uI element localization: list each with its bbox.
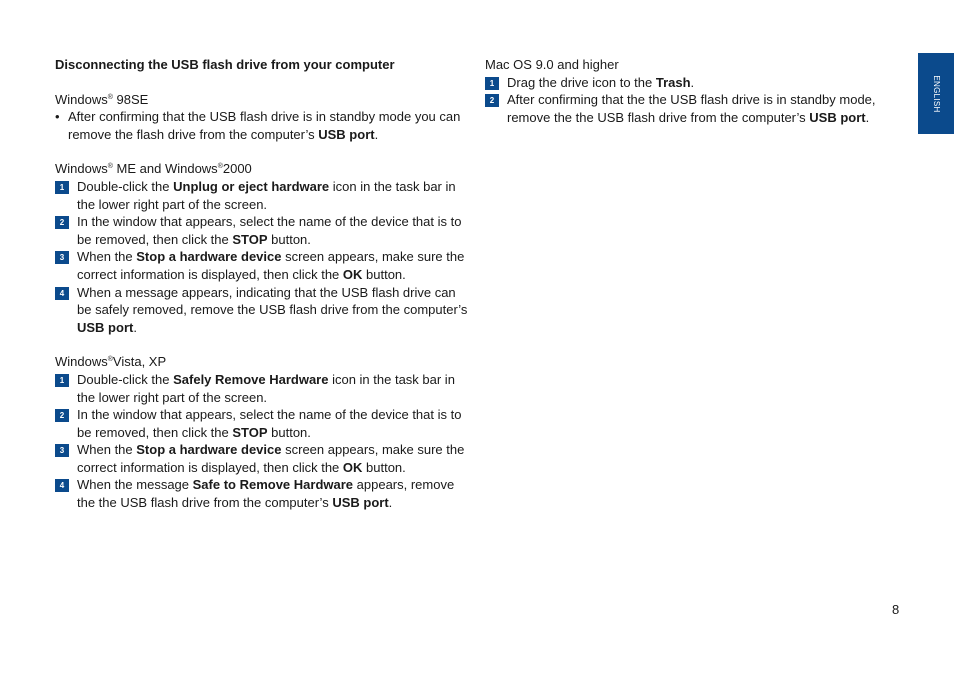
step-number-badge: 3 — [55, 444, 69, 457]
step-number-badge: 4 — [55, 287, 69, 300]
step-text: . — [690, 74, 695, 90]
step-text: appears, remove the the USB flash drive from the computer’s — [77, 477, 455, 511]
registered-mark: ® — [217, 163, 223, 171]
title-text: Windows — [55, 91, 108, 107]
step-text: After confirming that the the USB flash drive is in standby mode, remove the the USB flash drive from the computer’s — [507, 92, 876, 125]
registered-mark: ® — [107, 163, 113, 171]
step-text: When a message appears, indicating that the USB flash drive can be safely removed, remove the USB flash drive from the computer’s — [77, 284, 468, 318]
step-bold: USB port — [77, 319, 134, 335]
step-text: When the message — [77, 477, 193, 493]
step-text: button. — [362, 266, 406, 282]
step-item — [485, 91, 890, 126]
page-heading: Disconnecting the USB flash drive from your computer — [55, 57, 395, 72]
step-number-badge: 1 — [55, 374, 69, 387]
title-text: Windows — [55, 354, 108, 370]
left-column — [55, 56, 473, 529]
step-text: When the — [77, 249, 137, 265]
step-text: button. — [267, 424, 311, 440]
step-item — [55, 441, 473, 476]
step-bold: OK — [342, 266, 363, 282]
step-text: screen appears, make sure the correct information is displayed, then click the — [77, 249, 465, 282]
bullet-item — [55, 108, 473, 143]
step-text: button. — [267, 231, 311, 247]
language-tab — [918, 53, 954, 134]
step-item — [55, 406, 473, 441]
item-bold: USB port — [318, 126, 375, 142]
right-column — [485, 56, 890, 143]
section-mac-os — [485, 56, 890, 126]
step-bold: STOP — [232, 231, 268, 247]
section-windows-98se — [55, 91, 473, 144]
title-text: Vista, XP — [112, 354, 167, 370]
step-text: In the window that appears, select the name of the device that is to be removed, then click the — [77, 407, 462, 440]
bullet-icon: • — [55, 109, 60, 125]
step-text: icon in the task bar in the lower right part of the screen. — [77, 371, 455, 405]
step-number-badge: 2 — [55, 409, 69, 422]
section-title — [55, 160, 473, 178]
step-bold: Safe to Remove Hardware — [192, 477, 354, 493]
step-text: Double-click the — [77, 178, 174, 194]
registered-mark: ® — [107, 93, 113, 101]
section-windows-me-2000 — [55, 160, 473, 336]
step-number-badge: 3 — [55, 251, 69, 264]
section-windows-vista-xp — [55, 353, 473, 511]
step-bold: Stop a hardware device — [136, 249, 282, 265]
registered-mark: ® — [107, 356, 113, 364]
title-text: Windows — [55, 161, 108, 177]
step-number-badge: 1 — [485, 77, 499, 90]
step-text: button. — [362, 459, 406, 475]
step-bold: Trash — [655, 74, 691, 90]
step-bold: OK — [342, 459, 363, 475]
step-bold: Stop a hardware device — [136, 442, 282, 458]
step-item — [485, 74, 890, 92]
step-bold: USB port — [809, 109, 866, 125]
title-text: ME and Windows — [112, 161, 218, 177]
step-number-badge: 1 — [55, 181, 69, 194]
step-item — [55, 248, 473, 283]
step-number-badge: 2 — [55, 216, 69, 229]
page-number: 8 — [892, 602, 900, 617]
item-text: . — [374, 126, 379, 142]
step-text: Drag the drive icon to the — [507, 74, 656, 90]
step-bold: Unplug or eject hardware — [173, 178, 330, 194]
section-title — [55, 353, 473, 371]
title-text: 2000 — [222, 161, 252, 177]
step-item — [55, 476, 473, 511]
section-title: Mac OS 9.0 and higher — [485, 57, 619, 72]
step-bold: USB port — [332, 495, 389, 511]
item-text: After confirming that the USB flash drive is in standby mode you can remove the flash drive from the computer’s — [68, 109, 461, 142]
step-item — [55, 284, 473, 337]
step-text: icon in the task bar in the lower right part of the screen. — [77, 178, 456, 212]
step-text: screen appears, make sure the correct information is displayed, then click the — [77, 442, 465, 475]
step-bold: Safely Remove Hardware — [173, 371, 329, 387]
step-item — [55, 178, 473, 213]
step-bold: STOP — [232, 424, 268, 440]
step-text: In the window that appears, select the name of the device that is to be removed, then click the — [77, 214, 462, 247]
language-label: ENGLISH — [931, 74, 941, 113]
step-text: Double-click the — [77, 371, 174, 387]
step-text: . — [865, 109, 870, 125]
section-title — [55, 91, 473, 109]
title-text: 98SE — [112, 91, 149, 107]
step-item — [55, 213, 473, 248]
step-number-badge: 4 — [55, 479, 69, 492]
step-text: When the — [77, 442, 137, 458]
step-number-badge: 2 — [485, 94, 499, 107]
step-text: . — [388, 495, 393, 511]
step-item — [55, 371, 473, 406]
step-text: . — [133, 319, 137, 335]
